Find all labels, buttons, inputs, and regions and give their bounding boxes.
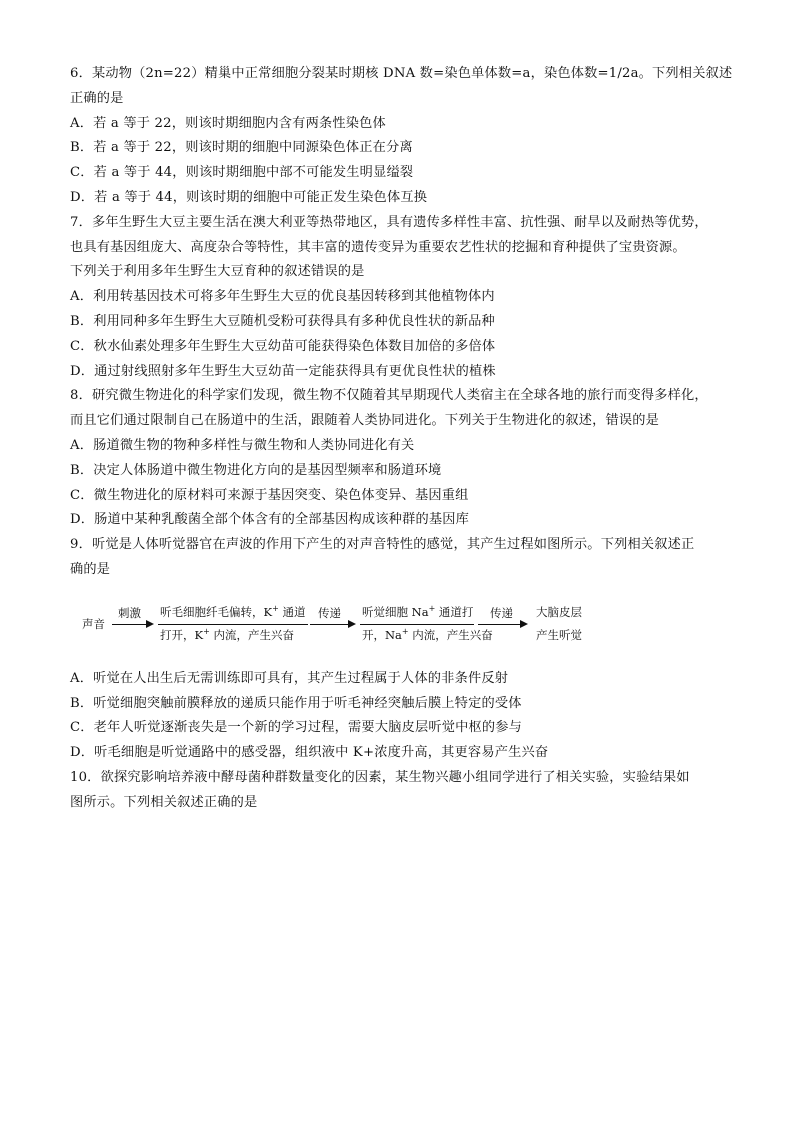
diagram-box1-bottom: 打开，K+ 内流，产生兴奋	[160, 626, 294, 642]
diagram-box2-bottom: 开，Na+ 内流，产生兴奋	[362, 626, 493, 642]
diagram-sound-label: 声音	[82, 616, 105, 631]
question-9-option-d: D．听毛细胞是听觉通路中的感受器，组织液中 K+浓度升高，其更容易产生兴奋	[70, 745, 549, 761]
exam-page	[70, 62, 733, 816]
diagram-box2-top: 听觉细胞 Na+ 通道打	[362, 603, 474, 619]
diagram-arrow-3-line	[478, 624, 522, 625]
question-6-option-c: C．若 a 等于 44，则该时期细胞中部不可能发生明显缢裂	[70, 165, 414, 181]
question-7-option-d: D．通过射线照射多年生野生大豆幼苗一定能获得具有更优良性状的植株	[70, 363, 496, 379]
question-9-option-b: B．听觉细胞突触前膜释放的递质只能作用于听毛神经突触后膜上特定的受体	[70, 695, 522, 711]
question-10-stem-line-2: 图所示。下列相关叙述正确的是	[70, 794, 258, 810]
question-9	[70, 533, 730, 766]
diagram-arrow-3-head	[520, 620, 528, 628]
diagram-hearing-label: 产生听觉	[536, 627, 582, 642]
question-10-stem-line-1: 10．欲探究影响培养液中酵母菌种群数量变化的因素，某生物兴趣小组同学进行了相关实验，实验结果如	[70, 769, 690, 785]
diagram-box1-top: 听毛细胞纤毛偏转，K+ 通道	[160, 603, 306, 619]
question-8-stem-line-2: 而且它们通过限制自己在肠道中的生活，跟随着人类协同进化。下列关于生物进化的叙述，错误的是	[70, 413, 660, 429]
question-9-option-a: A．听觉在人出生后无需训练即可具有，其产生过程属于人体的非条件反射	[70, 670, 509, 686]
question-6-option-a: A．若 a 等于 22，则该时期细胞内含有两条性染色体	[70, 115, 386, 131]
diagram-arrow-2-line	[310, 624, 350, 625]
question-7-option-c: C．秋水仙素处理多年生野生大豆幼苗可能获得染色体数目加倍的多倍体	[70, 338, 496, 354]
question-9-option-c: C．老年人听觉逐渐丧失是一个新的学习过程，需要大脑皮层听觉中枢的参与	[70, 720, 523, 736]
diagram-transmit-label-2: 传递	[490, 605, 513, 620]
question-6-option-b: B．若 a 等于 22，则该时期的细胞中同源染色体正在分离	[70, 140, 413, 156]
question-8	[70, 384, 730, 533]
question-6-stem-line-2: 正确的是	[70, 90, 124, 106]
question-7-option-a: A．利用转基因技术可将多年生野生大豆的优良基因转移到其他植物体内	[70, 289, 495, 305]
diagram-transmit-label-1: 传递	[318, 605, 341, 620]
question-8-option-d: D．肠道中某种乳酸菌全部个体含有的全部基因构成该种群的基因库	[70, 512, 470, 528]
diagram-arrow-1-line	[112, 624, 148, 625]
question-7	[70, 211, 730, 385]
diagram-stimulate-label: 刺激	[118, 605, 141, 620]
question-8-option-c: C．微生物进化的原材料可来源于基因突变、染色体变异、基因重组	[70, 487, 469, 503]
diagram-box1-divider	[158, 624, 308, 625]
question-8-option-a: A．肠道微生物的物种多样性与微生物和人类协同进化有关	[70, 437, 415, 453]
question-6	[70, 62, 733, 211]
question-9-stem-line-2: 确的是	[70, 561, 111, 577]
diagram-box2-divider	[360, 624, 474, 625]
question-7-stem-line-1: 7．多年生野生大豆主要生活在澳大利亚等热带地区，具有遗传多样性丰富、抗性强、耐旱以及耐热等优势，	[70, 214, 708, 230]
question-9-stem-line-1: 9．听觉是人体听觉器官在声波的作用下产生的对声音特性的感觉，其产生过程如图所示。下列相关叙述正	[70, 537, 695, 553]
question-7-stem-line-3: 下列关于利用多年生野生大豆育种的叙述错误的是	[70, 264, 365, 280]
question-8-stem-line-1: 8．研究微生物进化的科学家们发现，微生物不仅随着其早期现代人类宿主在全球各地的旅行而变得多样化，	[70, 388, 708, 404]
question-6-option-d: D．若 a 等于 44，则该时期的细胞中可能正发生染色体互换	[70, 189, 428, 205]
diagram-arrow-2-head	[348, 620, 356, 628]
hearing-process-diagram	[82, 593, 622, 655]
diagram-arrow-1-head	[146, 620, 154, 628]
diagram-cortex-label: 大脑皮层	[536, 604, 582, 619]
question-6-stem-line-1: 6．某动物（2n=22）精巢中正常细胞分裂某时期核 DNA 数=染色单体数=a，染色体数=1/2a。下列相关叙述	[70, 66, 733, 81]
question-8-option-b: B．决定人体肠道中微生物进化方向的是基因型频率和肠道环境	[70, 462, 442, 478]
question-7-option-b: B．利用同种多年生野生大豆随机受粉可获得具有多种优良性状的新品种	[70, 313, 495, 329]
question-7-stem-line-2: 也具有基因组庞大、高度杂合等特性，其丰富的遗传变异为重要农艺性状的挖掘和育种提供了宝贵资源。	[70, 239, 686, 255]
question-10	[70, 766, 730, 816]
